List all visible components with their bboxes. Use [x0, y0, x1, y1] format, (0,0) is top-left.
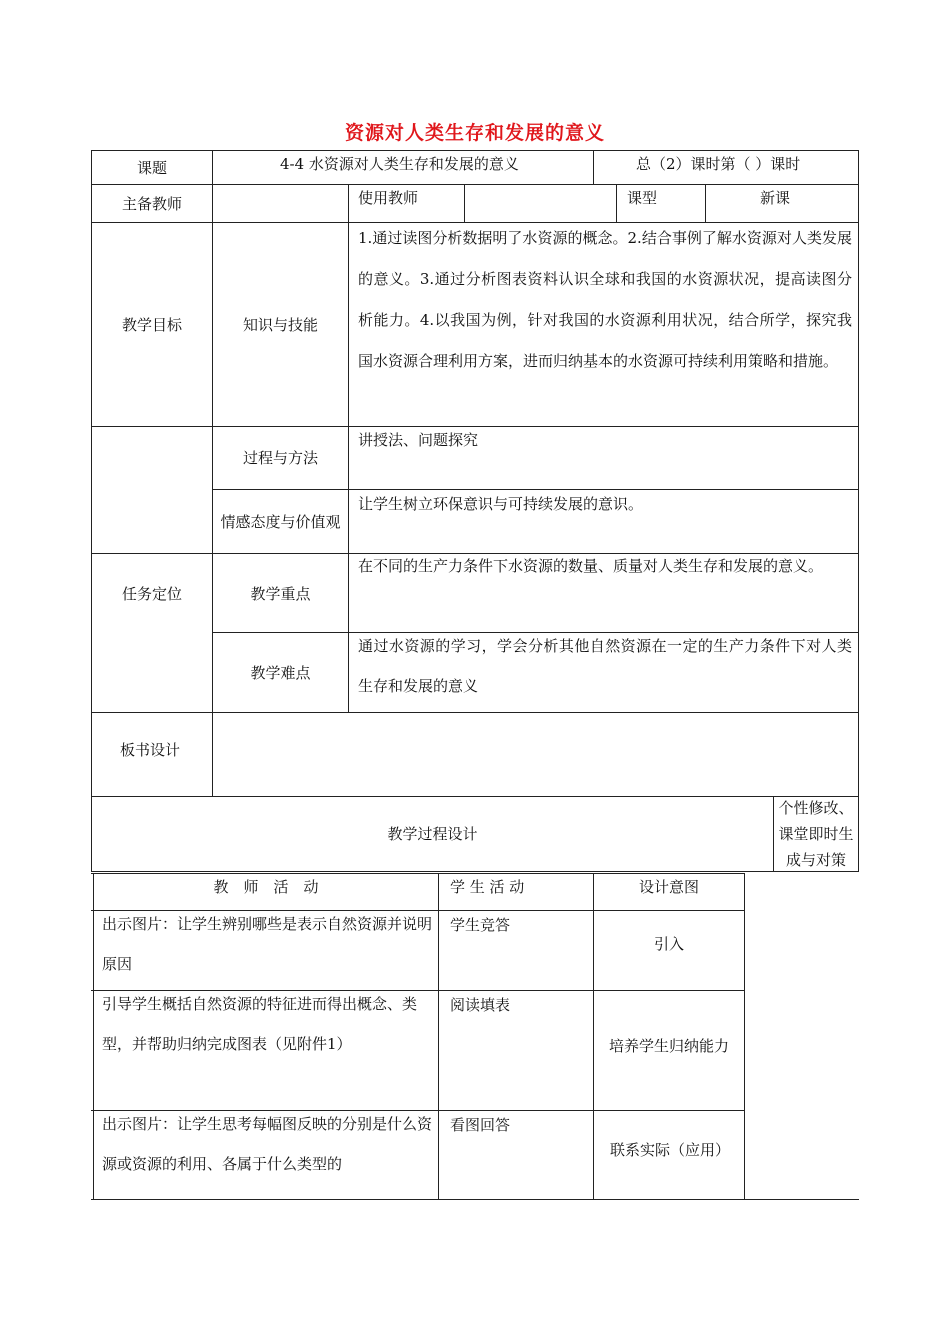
col-student-header: 学 生 活 动 — [450, 878, 525, 896]
document-title: 资源对人类生存和发展的意义 — [344, 122, 605, 144]
table-row-1-student: 学生竞答 — [450, 916, 511, 934]
difficulty-text: 通过水资源的学习，学会分析其他自然资源在一定的生产力条件下对人类生存和发展的意义 — [358, 637, 852, 695]
lesson-type-label: 课型 — [627, 189, 658, 207]
side-note: 个性修改、课堂即时生成与对策 — [778, 799, 854, 869]
process-label: 过程与方法 — [242, 449, 318, 467]
table-row-2-teacher: 引导学生概括自然资源的特征进而得出概念、类型，并帮助归纳完成图表（见附件1） — [102, 995, 418, 1053]
attitude-text: 让学生树立环保意识与可持续发展的意识。 — [358, 495, 644, 513]
lead-teacher-label: 主备教师 — [121, 194, 182, 213]
table-row-3-teacher: 出示图片：让学生思考每幅图反映的分别是什么资源或资源的利用、各属于什么类型的 — [102, 1115, 433, 1173]
table-row-3-intent: 联系实际（应用） — [610, 1141, 731, 1159]
col-teacher-header: 教 师 活 动 — [213, 878, 319, 896]
knowledge-text: 1.通过读图分析数据明了水资源的概念。2.结合事例了解水资源对人类发展的意义。3.通过分析图表资料认识全球和我国的水资源状况，提高读图分析能力。4.以我国为例，针对我国的水资源利用状况，结合所学，探究我国水资源合理利用方案，进而归纳基本的水资源可持续利用策略和措施。 — [358, 229, 852, 370]
attitude-label — [213, 490, 348, 553]
task-label: 任务定位 — [121, 584, 182, 603]
process-design-title: 教学过程设计 — [387, 825, 478, 843]
board-label: 板书设计 — [120, 741, 181, 759]
knowledge-label: 知识与技能 — [242, 315, 318, 334]
lesson-type-value: 新课 — [760, 189, 791, 207]
table-row-2-intent: 培养学生归纳能力 — [608, 1037, 729, 1055]
table-row-2-student: 阅读填表 — [450, 996, 511, 1014]
topic-label: 课题 — [136, 158, 167, 177]
user-teacher-label: 使用教师 — [358, 189, 419, 207]
topic-value: 4-4 水资源对人类生存和发展的意义 — [280, 155, 519, 173]
table-row-3-student: 看图回答 — [450, 1116, 511, 1134]
attitude-label-text: 情感态度与价值观 — [220, 512, 341, 531]
process-text: 讲授法、问题探究 — [358, 431, 479, 449]
difficulty-label: 教学难点 — [250, 663, 311, 682]
objectives-label: 教学目标 — [121, 315, 182, 334]
period-value: 总（2）课时第（ ）课时 — [636, 155, 801, 173]
table-row-1-teacher: 出示图片：让学生辨别哪些是表示自然资源并说明原因 — [102, 915, 433, 973]
table-row-1-intent: 引入 — [653, 935, 684, 953]
key-point-text: 在不同的生产力条件下水资源的数量、质量对人类生存和发展的意义。 — [358, 557, 824, 575]
key-point-label: 教学重点 — [250, 584, 311, 603]
col-intent-header: 设计意图 — [638, 878, 699, 896]
